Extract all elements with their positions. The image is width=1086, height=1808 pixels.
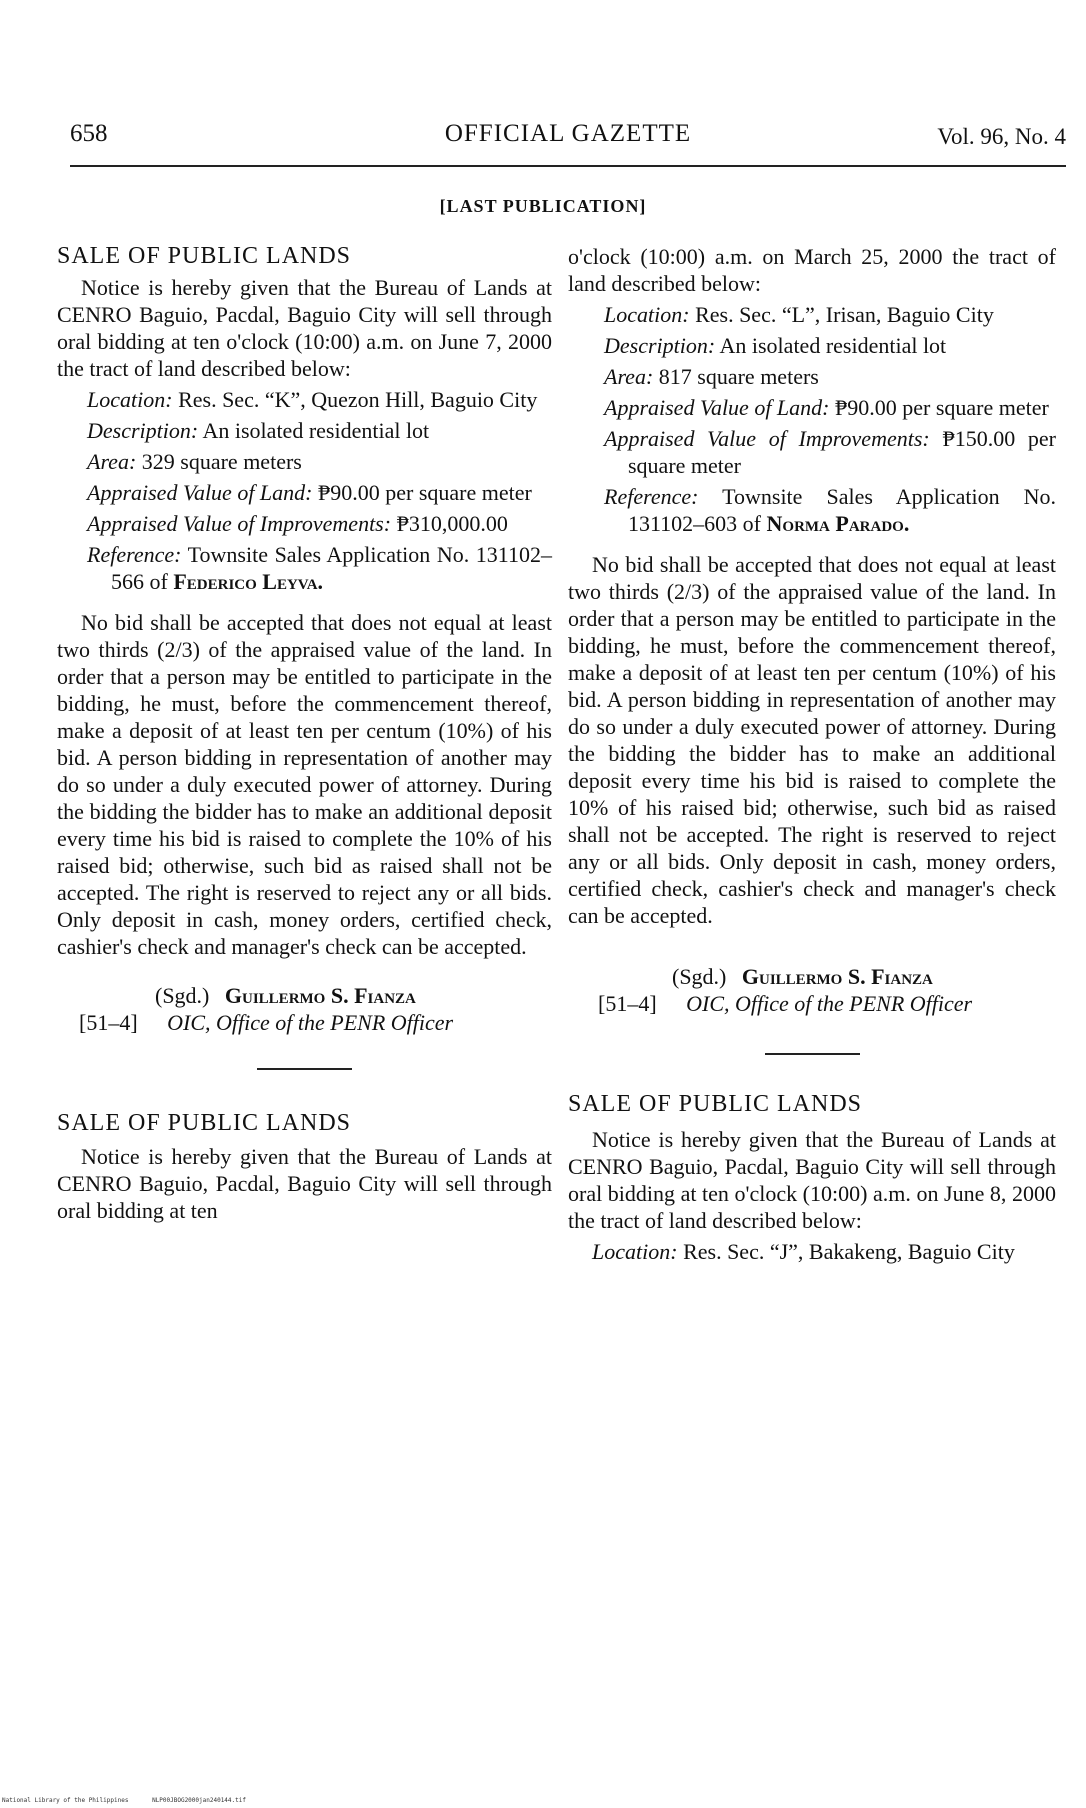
left-column — [57, 243, 552, 1224]
description-label: Description: — [604, 333, 716, 358]
notice2-area — [604, 363, 1056, 390]
notice1-signature — [57, 982, 552, 1036]
location-label: Location: — [592, 1239, 678, 1264]
notice1-reference — [87, 541, 552, 595]
notice1-land-value — [87, 479, 552, 506]
notice2-description — [604, 332, 1056, 359]
section-separator — [257, 1068, 352, 1070]
file-id: NLP00JBOG2000jan240144.tif — [152, 1797, 246, 1804]
location-value: Res. Sec. “L”, Irisan, Baguio City — [695, 302, 994, 327]
notice2-location — [604, 301, 1056, 328]
location-label: Location: — [87, 387, 173, 412]
improvements-label: Appraised Value of Improvements: — [87, 511, 392, 536]
notice1-body: No bid shall be accepted that does not equal at least two thirds (2/3) of the appraised value of the land. In order that a person may be entitled to participate in the bidding, he must, before the commencement thereof, make a deposit of at least ten per centum (10%) of his bid. A person bidding in representation of another may do so under a duly executed power of attorney. During the bidding the bidder has to make an additional deposit every time his bid is raised to complete the 10% of his raised bid; otherwise, such bid as raised shall not be accepted. The right is reserved to reject any or all bids. Only deposit in cash, money orders, certified check, cashier's check and manager's check can be accepted. — [57, 610, 552, 959]
reference-value: Townsite Sales Application No. 131102–566 of — [111, 542, 552, 594]
area-label: Area: — [87, 449, 137, 474]
notice2-land-value — [604, 394, 1056, 421]
notice1-intro: Notice is hereby given that the Bureau of Lands at CENRO Baguio, Pacdal, Baguio City will sell through oral bidding at ten o'clock (10:00) a.m. on June 7, 2000 the tract of land described below: — [57, 275, 552, 381]
notice1-location — [87, 386, 552, 413]
land-value-value: ₱90.00 per square meter — [835, 395, 1049, 420]
location-label: Location: — [604, 302, 690, 327]
ref-code: [51–4] — [598, 991, 657, 1016]
notice2-intro-part1: Notice is hereby given that the Bureau of Lands at CENRO Baguio, Pacdal, Baguio City will sell through oral bidding at ten — [57, 1144, 552, 1223]
description-value: An isolated residential lot — [719, 333, 947, 358]
page-header — [70, 120, 1066, 160]
notice2-improvements — [604, 425, 1056, 479]
notice2-body: No bid shall be accepted that does not equal at least two thirds (2/3) of the appraised value of the land. In order that a person may be entitled to participate in the bidding, he must, before the commencement thereof, make a deposit of at least ten per centum (10%) of his bid. A person bidding in representation of another may do so under a duly executed power of attorney. During the bidding the bidder has to make an additional deposit every time his bid is raised to complete the 10% of his raised bid; otherwise, such bid as raised shall not be accepted. The right is reserved to reject any or all bids. Only deposit in cash, money orders, certified check, cashier's check and manager's check can be accepted. — [568, 552, 1056, 928]
land-value-label: Appraised Value of Land: — [87, 480, 313, 505]
notice1-area — [87, 448, 552, 475]
improvements-value: ₱310,000.00 — [396, 511, 508, 536]
reference-label: Reference: — [604, 484, 699, 509]
notice2-details — [568, 301, 1056, 537]
location-value: Res. Sec. “J”, Bakakeng, Baguio City — [683, 1239, 1015, 1264]
improvements-label: Appraised Value of Improvements: — [604, 426, 930, 451]
scan-footer — [2, 1797, 246, 1804]
last-publication-label: [LAST PUBLICATION] — [439, 196, 647, 216]
area-value: 329 square meters — [141, 449, 302, 474]
reference-value: Townsite Sales Application No. 131102–603 of — [628, 484, 1056, 536]
notice1-description — [87, 417, 552, 444]
notice1-title: SALE OF PUBLIC LANDS — [57, 243, 352, 269]
notice2-signature — [568, 963, 1056, 1017]
description-label: Description: — [87, 418, 199, 443]
notice1-details — [57, 386, 552, 595]
reference-name: Federico Leyva. — [173, 569, 324, 594]
notice1-improvements — [87, 510, 552, 537]
reference-name: Norma Parado. — [766, 511, 910, 536]
notice3-details — [568, 1238, 1056, 1265]
section-separator — [765, 1053, 860, 1055]
sgd-label: (Sgd.) — [155, 983, 210, 1008]
sgd-label: (Sgd.) — [672, 964, 727, 989]
signatory-name: Guillermo S. Fianza — [741, 964, 933, 989]
header-rule — [70, 165, 1066, 167]
improvements-value: ₱150.00 per square meter — [628, 426, 1056, 478]
signatory-name: Guillermo S. Fianza — [224, 983, 416, 1008]
notice2-reference — [604, 483, 1056, 537]
volume-number: Vol. 96, No. 4 — [937, 124, 1066, 149]
right-column — [568, 243, 1056, 1265]
description-value: An isolated residential lot — [202, 418, 430, 443]
library-name: National Library of the Philippines — [2, 1797, 129, 1804]
notice3-location — [592, 1238, 1056, 1265]
notice3-intro: Notice is hereby given that the Bureau of Lands at CENRO Baguio, Pacdal, Baguio City will sell through oral bidding at ten o'clock (10:00) a.m. on June 8, 2000 the tract of land described below: — [568, 1127, 1056, 1233]
notice3-title: SALE OF PUBLIC LANDS — [568, 1091, 863, 1117]
signatory-position: OIC, Office of the PENR Officer — [686, 991, 973, 1016]
ref-code: [51–4] — [79, 1010, 138, 1035]
location-value: Res. Sec. “K”, Quezon Hill, Baguio City — [178, 387, 538, 412]
reference-label: Reference: — [87, 542, 182, 567]
notice2-title: SALE OF PUBLIC LANDS — [57, 1110, 352, 1136]
land-value-label: Appraised Value of Land: — [604, 395, 830, 420]
land-value-value: ₱90.00 per square meter — [318, 480, 532, 505]
gazette-title: OFFICIAL GAZETTE — [444, 120, 692, 147]
area-value: 817 square meters — [658, 364, 819, 389]
area-label: Area: — [604, 364, 654, 389]
signatory-position: OIC, Office of the PENR Officer — [167, 1010, 454, 1035]
notice2-intro-part2: o'clock (10:00) a.m. on March 25, 2000 the tract of land described below: — [568, 244, 1056, 296]
page-number: 658 — [70, 120, 108, 147]
